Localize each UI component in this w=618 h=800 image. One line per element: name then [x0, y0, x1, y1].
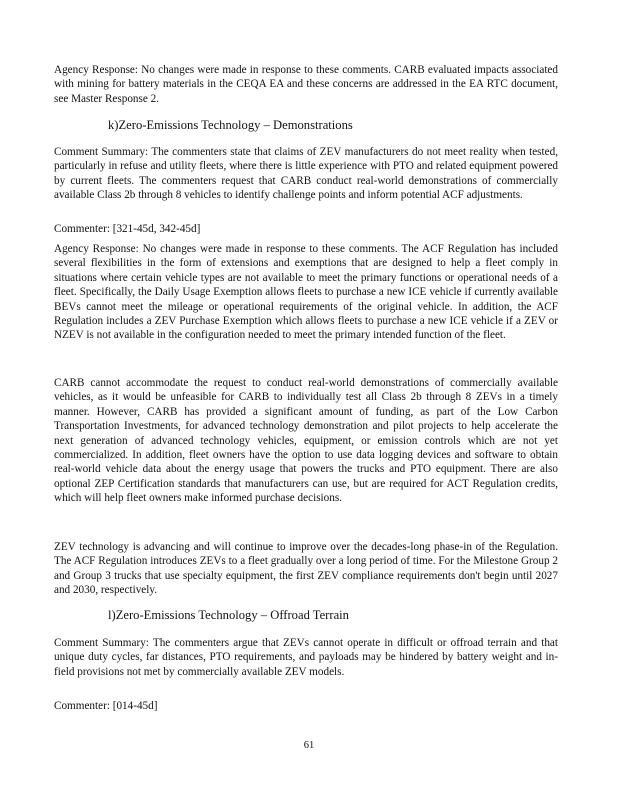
comment-summary-paragraph: Comment Summary: The commenters argue that ZEVs cannot operate in difficult or offroad terrain and that unique duty cycles, far distances, PTO requirements, and payloads may be hindered by battery weight and in-field provisions not met by commercially available ZEV models.: [54, 637, 558, 678]
section-heading-k: k)Zero-Emissions Technology – Demonstrations: [108, 118, 353, 132]
section-heading-l: l)Zero-Emissions Technology – Offroad Terrain: [108, 608, 349, 622]
commenter-line: Commenter: [014-45d]: [54, 700, 158, 712]
agency-response-paragraph: Agency Response: No changes were made in response to these comments. The ACF Regulation has included several flexibilities in the form of extensions and exemptions that are designed to help a fleet comply in situations where certain vehicle types are not available to meet the primary functions or operational needs of a fleet. Specifically, the Daily Usage Exemption allows fleets to purchase a new ICE vehicle if currently available BEVs cannot meet the mileage or operational requirements of the original vehicle. In addition, the ACF Regulation includes a ZEV Purchase Exemption which allows fleets to purchase a new ICE vehicle if a ZEV or NZEV is not available in the configuration needed to meet the primary intended function of the fleet.: [54, 243, 558, 342]
carb-funding-paragraph: CARB cannot accommodate the request to conduct real-world demonstrations of commercially available vehicles, as it would be unfeasible for CARB to individually test all Class 2b through 8 ZEVs in a timely manner. However, CARB has provided a significant amount of funding, as part of the Low Carbon Transportation Investments, for advanced technology demonstration and pilot projects to help accelerate the next generation of advanced technology vehicles, equipment, or emission controls which are not yet commercialized. In addition, fleet owners have the option to use data logging devices and software to obtain real-world vehicle data about the energy usage that powers the trucks and PTO equipment. There are also optional ZEP Certification standards that manufacturers can use, but are required for ACT Regulation credits, which will help fleet owners make informed purchase decisions.: [54, 377, 558, 505]
comment-summary-paragraph: Comment Summary: The commenters state that claims of ZEV manufacturers do not meet reality when tested, particularly in refuse and utility fleets, where there is little experience with PTO and related equipment powered by current fleets. The commenters request that CARB conduct real-world demonstrations of commercially available Class 2b through 8 vehicles to identify challenge points and inform potential ACF adjustments.: [54, 146, 558, 202]
page-number: 61: [303, 740, 315, 751]
agency-response-paragraph: Agency Response: No changes were made in response to these comments. CARB evaluated impacts associated with mining for battery materials in the CEQA EA and these concerns are addressed in the EA RTC document, see Master Response 2.: [54, 64, 558, 105]
commenter-line: Commenter: [321-45d, 342-45d]: [54, 223, 201, 235]
zev-technology-paragraph: ZEV technology is advancing and will continue to improve over the decades-long phase-in of the Regulation. The ACF Regulation introduces ZEVs to a fleet gradually over a long period of time. For the Milestone Group 2 and Group 3 trucks that use specialty equipment, the first ZEV compliance requirements don't begin until 2027 and 2030, respectively.: [54, 541, 558, 597]
